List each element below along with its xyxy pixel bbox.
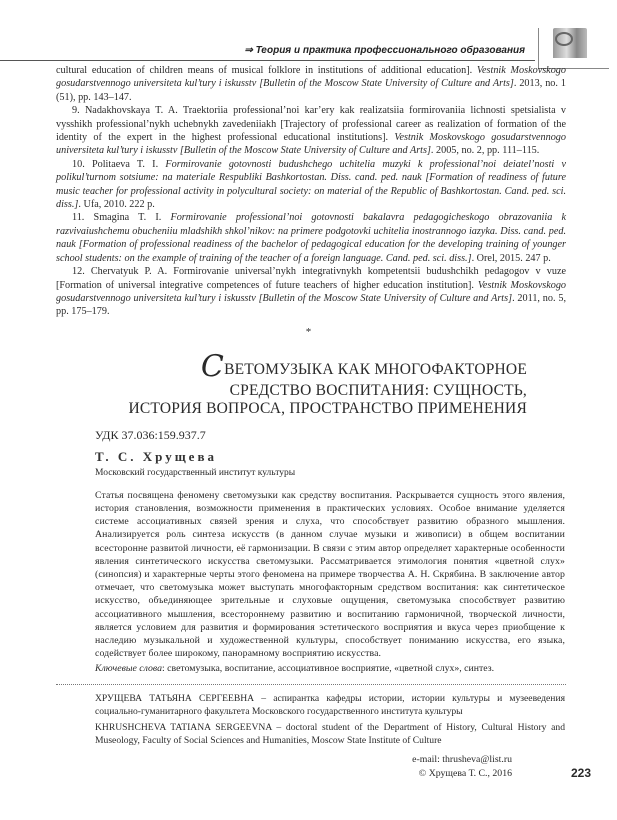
- udk-code: УДК 37.036:159.937.7: [95, 427, 206, 442]
- ref-text: 11. Smagina T. I.: [72, 212, 171, 224]
- reference-item: [56, 64, 566, 104]
- ref-source: Vestnik Moskovskogo gosudarstvennogo universiteta kul’tury i iskusstv [Bulletin of the Moscow State University of Culture and Arts]: [56, 132, 566, 157]
- ref-text: 10. Politaeva T. I.: [72, 158, 166, 170]
- copyright: © Хрущева Т. С., 2016: [418, 767, 512, 779]
- section-name: Теория и практика профессионального образования: [255, 45, 525, 56]
- ref-source: Vestnik Moskovskogo gosudarstvennogo universiteta kul’tury i iskusstv [Bulletin of the Moscow State University of Culture and Arts]: [56, 279, 567, 304]
- ref-tail: . Orel, 2015. 247 p.: [471, 252, 551, 264]
- title-initial: С: [200, 348, 225, 384]
- section-separator: *: [305, 325, 312, 338]
- arrow-icon: ⇒: [244, 45, 253, 56]
- abstract-text: Статья посвящена феномену светомузыки как средству воспитания. Раскрывается сущность этого явления, история становления, возможности применения в практических условиях. Особое внимание уделяется системе ассоциативных связей зрения и слуха, что способствует развитию образного мышления. Анализируется роль синтеза искусств (в данном случае музыки и живописи) в общем воспитании всесторонне развитой личности, её гармонизации. В связи с этим автор определяет характерные особенности явления синтетического искусства светомузыки. Рассматривается этимология понятия «цветной слух» (синопсия) и характерные черты этого феномена на примере творчества А. Н. Скрябина. В заключение автор отмечает, что светомузыка может выступать многофакторным средством воспитания: как синтетическое искусство, объединяющее зрительные и слуховые ощущения, светомузыка способствует развитию ассоциативного мышления, всестороннему развитию и воспитанию гармоничной, творческой личности, является условием для развития и формирования эстетического восприятия и вкуса через приобщение к наследию музыкальной и художественной культуры, способствует пониманию искусства, его языка, содействует более широкому, панорамному восприятию искусства.: [95, 489, 565, 660]
- author-name: Т. С. Хрущева: [95, 448, 217, 464]
- page-footer: [0, 753, 617, 780]
- reference-item: [56, 104, 566, 158]
- contact-block: [0, 753, 512, 780]
- article-title: [0, 348, 527, 419]
- ref-source: Formirovanie professional’noi gotovnosti bakalavra pedagogicheskogo obrazovaniia k razvivaiushchemu obucheniiu mladshikh shkol’nikov: na primere podgotovki uchitelia inostrannogo iazyka. Diss. cand. ped. nauk [Formation of professional readiness of the bachelor of pedagogical education for the developing training of younger school students: on the example of training of the teacher of a foreign language. Cand. ped. sci. diss.]: [56, 212, 566, 264]
- ref-source: Vestnik Moskovskogo gosudarstvennogo universiteta kul’tury i iskusstv [Bulletin of the Moscow State University of Culture and Arts]: [56, 65, 566, 90]
- ref-text: cultural education of children means of musical folklore in institutions of additional education].: [56, 65, 477, 76]
- author-institution: Московский государственный институт культуры: [95, 467, 296, 478]
- title-line: [0, 348, 527, 384]
- title-text: ВЕТОМУЗЫКА КАК МНОГОФАКТОРНОЕ: [224, 360, 527, 378]
- divider: [56, 684, 566, 685]
- ref-text: 12. Chervatyuk P. A. Formirovanie universal’nykh integrativnykh kompetentsii budushchikh pedagogov v vuze [Formation of universal integrative competences of future teachers of higher education institution].: [56, 266, 566, 291]
- bio-russian: ХРУЩЕВА ТАТЬЯНА СЕРГЕЕВНА – аспирантка кафедры истории, истории культуры и музееведения социально-гуманитарного факультета Московского государственного института культуры: [95, 692, 565, 717]
- author-email: e-mail: thrusheva@list.ru: [412, 754, 512, 766]
- ref-tail: . 2005, no. 2, pp. 111–115.: [430, 145, 540, 157]
- reference-item: [56, 211, 566, 265]
- author-bio: [95, 692, 565, 748]
- ref-source: Formirovanie gotovnosti budushchego uchitelia muzyki k professional’noi deiatel’nosti v polikul’turnom sotsiume: na materiale Respubliki Bashkortostan. Diss. cand. ped. nauk [Formation of readiness of future music teacher for professional activity in polycultural society: on material of the Republic of Bashkortostan. Cand. ped. sci. diss.]: [56, 158, 566, 211]
- title-line: ИСТОРИЯ ВОПРОСА, ПРОСТРАНСТВО ПРИМЕНЕНИЯ: [128, 400, 527, 418]
- reference-item: [56, 158, 566, 212]
- keywords-label: Ключевые слова: [95, 663, 162, 675]
- ref-tail: . 2011, no. 5, pp. 175–179.: [56, 292, 567, 318]
- abstract: [95, 489, 565, 661]
- reference-item: [56, 265, 566, 319]
- keywords: [95, 662, 565, 675]
- ref-tail: . 2013, no. 1 (51), pp. 143–147.: [56, 78, 566, 103]
- bio-english: KHRUSHCHEVA TATIANA SERGEEVNA – doctoral student of the Department of History, Cultural History and Museology, Faculty of Social Sciences and Humanities, Moscow State Institute of Culture: [95, 721, 565, 747]
- keywords-text: : светомузыка, воспитание, ассоциативное восприятие, «цветной слух», синтез.: [162, 663, 495, 675]
- page-number: 223: [571, 766, 592, 781]
- ref-text: 9. Nadakhovskaya T. A. Traektoriia professional’noi kar’ery kak realizatsiia formirovaniia lichnosti spetsialista v vysshikh professional’nykh uchebnykh zavedeniiakh [Trajectory of professional career as realization of formation of the identity of the expert in the highest professional educational institutions].: [56, 105, 566, 144]
- reference-list: [56, 64, 566, 319]
- title-line: СРЕДСТВО ВОСПИТАНИЯ: СУЩНОСТЬ,: [229, 381, 527, 399]
- ref-tail: . Ufa, 2010. 222 p.: [78, 199, 155, 211]
